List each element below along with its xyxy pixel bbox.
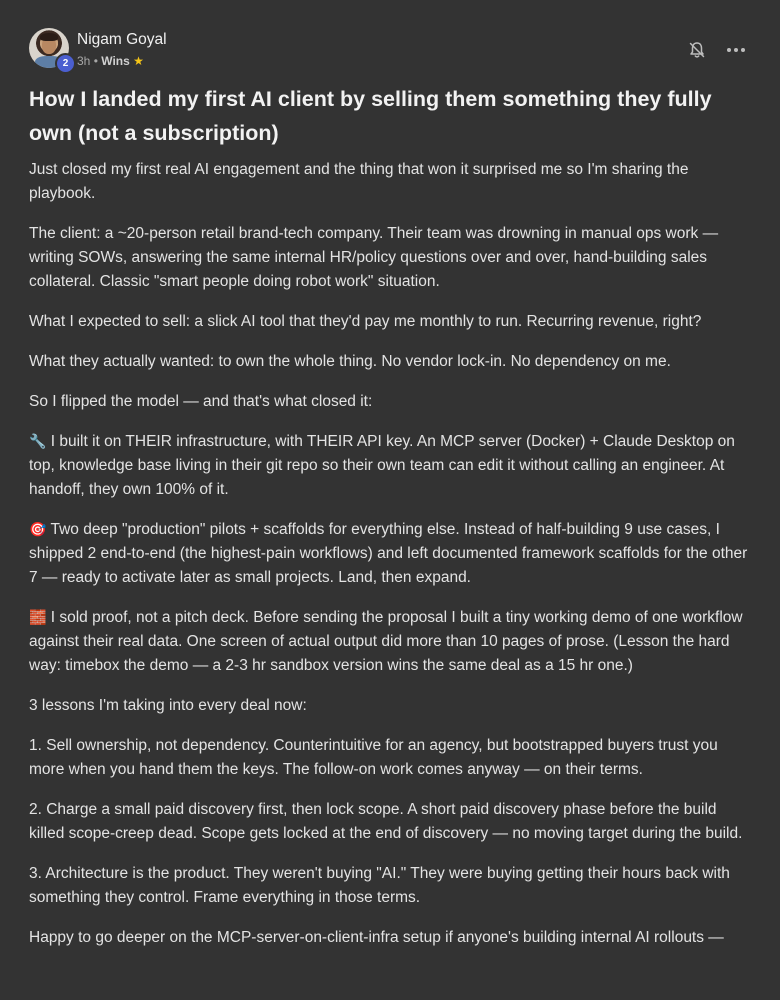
paragraph-lesson-3: 3. Architecture is the product. They weren't buying "AI." They were buying getting their hours back with something they control. Frame everything in those terms. (29, 865, 730, 906)
user-level-badge: 2 (55, 53, 76, 74)
post-meta (77, 54, 144, 68)
target-icon: 🎯 (29, 522, 47, 538)
bell-off-icon[interactable] (687, 40, 707, 60)
paragraph-lessons-intro: 3 lessons I'm taking into every deal now: (29, 697, 307, 714)
paragraph-lesson-1: 1. Sell ownership, not dependency. Counterintuitive for an agency, but bootstrapped buyers trust you more when you hand them the keys. The follow-on work comes anyway — on their terms. (29, 737, 718, 778)
paragraph-intro: Just closed my first real AI engagement and the thing that won it surprised me so I'm sharing the playbook. (29, 161, 689, 202)
post-flair[interactable]: Wins (101, 54, 130, 68)
paragraph-flipped: So I flipped the model — and that's what closed it: (29, 393, 373, 410)
paragraph-wanted: What they actually wanted: to own the whole thing. No vendor lock-in. No dependency on me. (29, 353, 671, 370)
post-time: 3h (77, 54, 91, 68)
more-options-icon[interactable] (725, 40, 747, 60)
paragraph-expected: What I expected to sell: a slick AI tool that they'd pay me monthly to run. Recurring revenue, right? (29, 313, 702, 330)
wrench-icon: 🔧 (29, 434, 47, 450)
star-icon: ★ (133, 54, 144, 68)
post-title[interactable]: How I landed my first AI client by selling them something they fully own (not a subscription) (29, 87, 712, 145)
paragraph-closing: Happy to go deeper on the MCP-server-on-client-infra setup if anyone's building internal AI rollouts — (29, 929, 724, 946)
paragraph-pilots: 🎯 Two deep "production" pilots + scaffolds for everything else. Instead of half-building 9 use cases, I shipped 2 end-to-end (the highest-pain workflows) and left documented framework scaffolds for the other 7 — ready to activate later as small projects. Land, then expand. (29, 521, 748, 586)
meta-separator: • (93, 54, 98, 68)
paragraph-proof: 🧱 I sold proof, not a pitch deck. Before sending the proposal I built a tiny working demo of one workflow against their real data. One screen of actual output did more than 10 pages of prose. (Lesson the hard way: timebox the demo — a 2-3 hr sandbox version wins the same deal as a 15 hr one.) (29, 609, 743, 674)
paragraph-client: The client: a ~20-person retail brand-tech company. Their team was drowning in manual ops work — writing SOWs, answering the same internal HR/policy questions over and over, hand-building sales collateral. Classic "smart people doing robot work" situation. (29, 225, 719, 290)
post-body (29, 158, 753, 966)
paragraph-lesson-2: 2. Charge a small paid discovery first, then lock scope. A short paid discovery phase before the build killed scope-creep dead. Scope gets locked at the end of discovery — no moving target during the build. (29, 801, 743, 842)
bricks-icon: 🧱 (29, 610, 47, 626)
post-header (0, 0, 780, 86)
paragraph-infrastructure: 🔧 I built it on THEIR infrastructure, with THEIR API key. An MCP server (Docker) + Claude Desktop on top, knowledge base living in their git repo so their own team can edit it without calling an engineer. At handoff, they own 100% of it. (29, 433, 735, 498)
author-name[interactable]: Nigam Goyal (77, 31, 167, 48)
